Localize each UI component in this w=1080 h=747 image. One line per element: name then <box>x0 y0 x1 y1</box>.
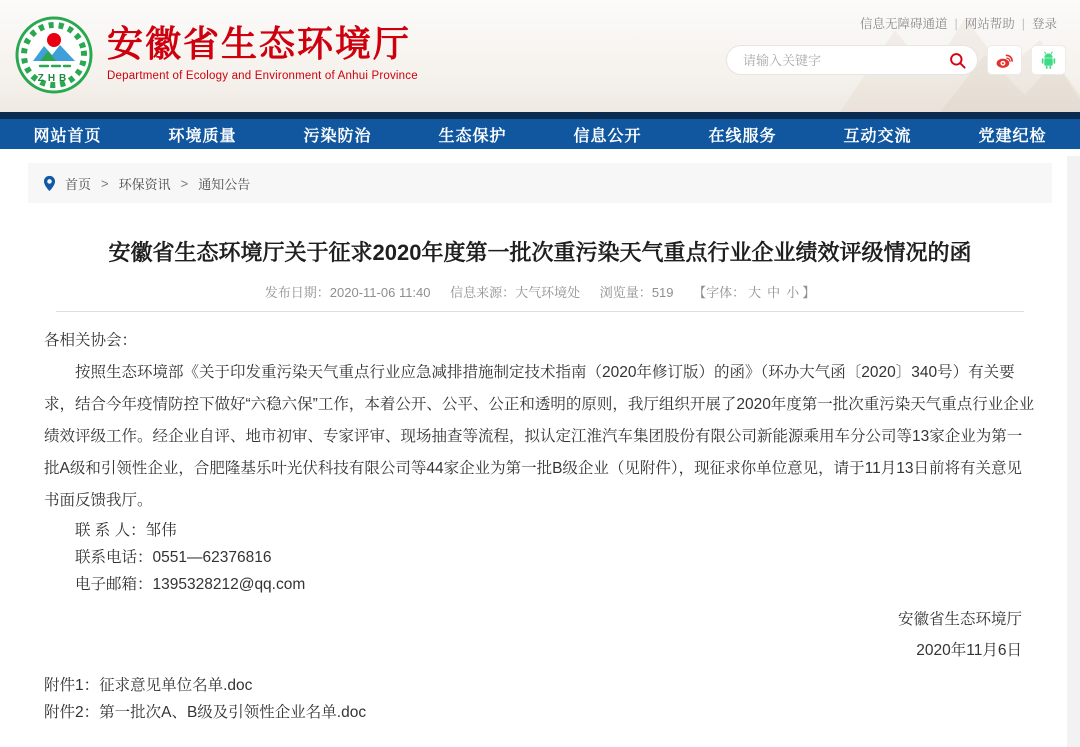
breadcrumb <box>28 163 1052 203</box>
android-icon <box>1039 50 1058 70</box>
attachment-link-1[interactable]: 附件1：征求意见单位名单.doc <box>44 677 253 694</box>
breadcrumb-news[interactable]: 环保资讯 <box>118 176 171 192</box>
source-label: 信息来源： <box>450 285 516 300</box>
contact-person: 联 系 人：邹伟 <box>75 522 177 539</box>
font-size-medium-button[interactable]: 中 <box>767 285 781 300</box>
publish-date-value: 2020-11-06 11:40 <box>329 285 431 300</box>
font-size-large-button[interactable]: 大 <box>748 285 762 300</box>
nav-item-interaction[interactable]: 互动交流 <box>843 128 912 145</box>
breadcrumb-notices[interactable]: 通知公告 <box>198 176 251 192</box>
views-label: 浏览量： <box>599 285 652 300</box>
font-size-small-button[interactable]: 小 <box>786 285 800 300</box>
top-utility-links <box>853 14 1064 32</box>
login-link[interactable]: 登录 <box>1031 17 1057 31</box>
site-header <box>0 0 1080 112</box>
article-body <box>44 325 1036 598</box>
source-value: 大气环境处 <box>515 285 581 300</box>
nav-item-ecological-protection[interactable]: 生态保护 <box>438 128 507 145</box>
scrollbar-track[interactable] <box>1067 156 1080 747</box>
mobile-app-button[interactable] <box>1031 45 1066 75</box>
article-container <box>0 233 1080 726</box>
search-input[interactable] <box>743 53 948 68</box>
nav-item-home[interactable]: 网站首页 <box>33 128 102 145</box>
attachment-link-2[interactable]: 附件2：第一批次A、B级及引领性企业名单.doc <box>44 704 367 721</box>
article-title: 安徽省生态环境厅关于征求2020年度第一批次重污染天气重点行业企业绩效评级情况的函 <box>108 240 972 265</box>
main-navigation <box>0 112 1080 149</box>
site-name-english: Department of Ecology and Environment of Anhui Province <box>107 70 418 82</box>
search-icon <box>948 51 967 70</box>
brand-link[interactable] <box>14 15 418 95</box>
weibo-icon <box>994 51 1015 70</box>
breadcrumb-separator: > <box>101 175 109 191</box>
nav-item-pollution-control[interactable]: 污染防治 <box>303 128 372 145</box>
breadcrumb-home[interactable]: 首页 <box>65 176 92 192</box>
search-area <box>726 45 1066 75</box>
search-box <box>726 45 978 75</box>
nav-item-information-disclosure[interactable]: 信息公开 <box>573 128 642 145</box>
font-size-label: 【字体： <box>693 285 746 300</box>
site-help-link[interactable]: 网站帮助 <box>964 17 1015 31</box>
location-pin-icon <box>43 175 56 192</box>
body-paragraph: 按照生态环境部《关于印发重污染天气重点行业应急减排措施制定技术指南（2020年修订版）的函》（环办大气函〔2020〕340号）有关要求，结合今年疫情防控下做好“六稳六保”工作，本着公开、公平、公正和透明的原则，我厅组织开展了2020年度第一批次重污染天气重点行业企业绩效评级工作。经企业自评、地市初审、专家评审、现场抽查等流程，拟认定江淮汽车集团股份有限公司新能源乘用车分公司等13家企业为第一批A级和引领性企业，合肥隆基乐叶光伏科技有限公司等44家企业为第一批B级企业（见附件），现征求你单位意见，请于11月13日前将有关意见书面反馈我厅。 <box>44 364 1035 509</box>
link-separator: | <box>1021 17 1025 31</box>
salutation: 各相关协会： <box>44 332 138 349</box>
signature-organization: 安徽省生态环境厅 <box>897 611 1022 628</box>
signature-block <box>44 604 1022 666</box>
logo-zhb-text: ZHB <box>37 73 71 84</box>
accessibility-link[interactable]: 信息无障碍通道 <box>859 17 948 31</box>
link-separator: | <box>954 17 958 31</box>
site-name: 安徽省生态环境厅 <box>107 23 412 64</box>
attachments-list <box>44 672 1036 726</box>
article-meta <box>44 282 1036 301</box>
contact-phone: 联系电话：0551—62376816 <box>75 549 272 566</box>
weibo-button[interactable] <box>987 45 1022 75</box>
font-size-label-end: 】 <box>802 285 816 300</box>
publish-date-label: 发布日期： <box>264 285 330 300</box>
signature-date: 2020年11月6日 <box>916 642 1022 659</box>
breadcrumb-separator: > <box>180 175 189 191</box>
nav-item-online-services[interactable]: 在线服务 <box>708 128 777 145</box>
site-logo-icon <box>14 15 94 95</box>
search-button[interactable] <box>948 51 967 70</box>
views-value: 519 <box>651 285 674 300</box>
nav-item-environment-quality[interactable]: 环境质量 <box>168 128 237 145</box>
meta-divider <box>56 311 1024 312</box>
nav-item-party-discipline[interactable]: 党建纪检 <box>978 128 1047 145</box>
contact-email: 电子邮箱：1395328212@qq.com <box>75 576 306 593</box>
